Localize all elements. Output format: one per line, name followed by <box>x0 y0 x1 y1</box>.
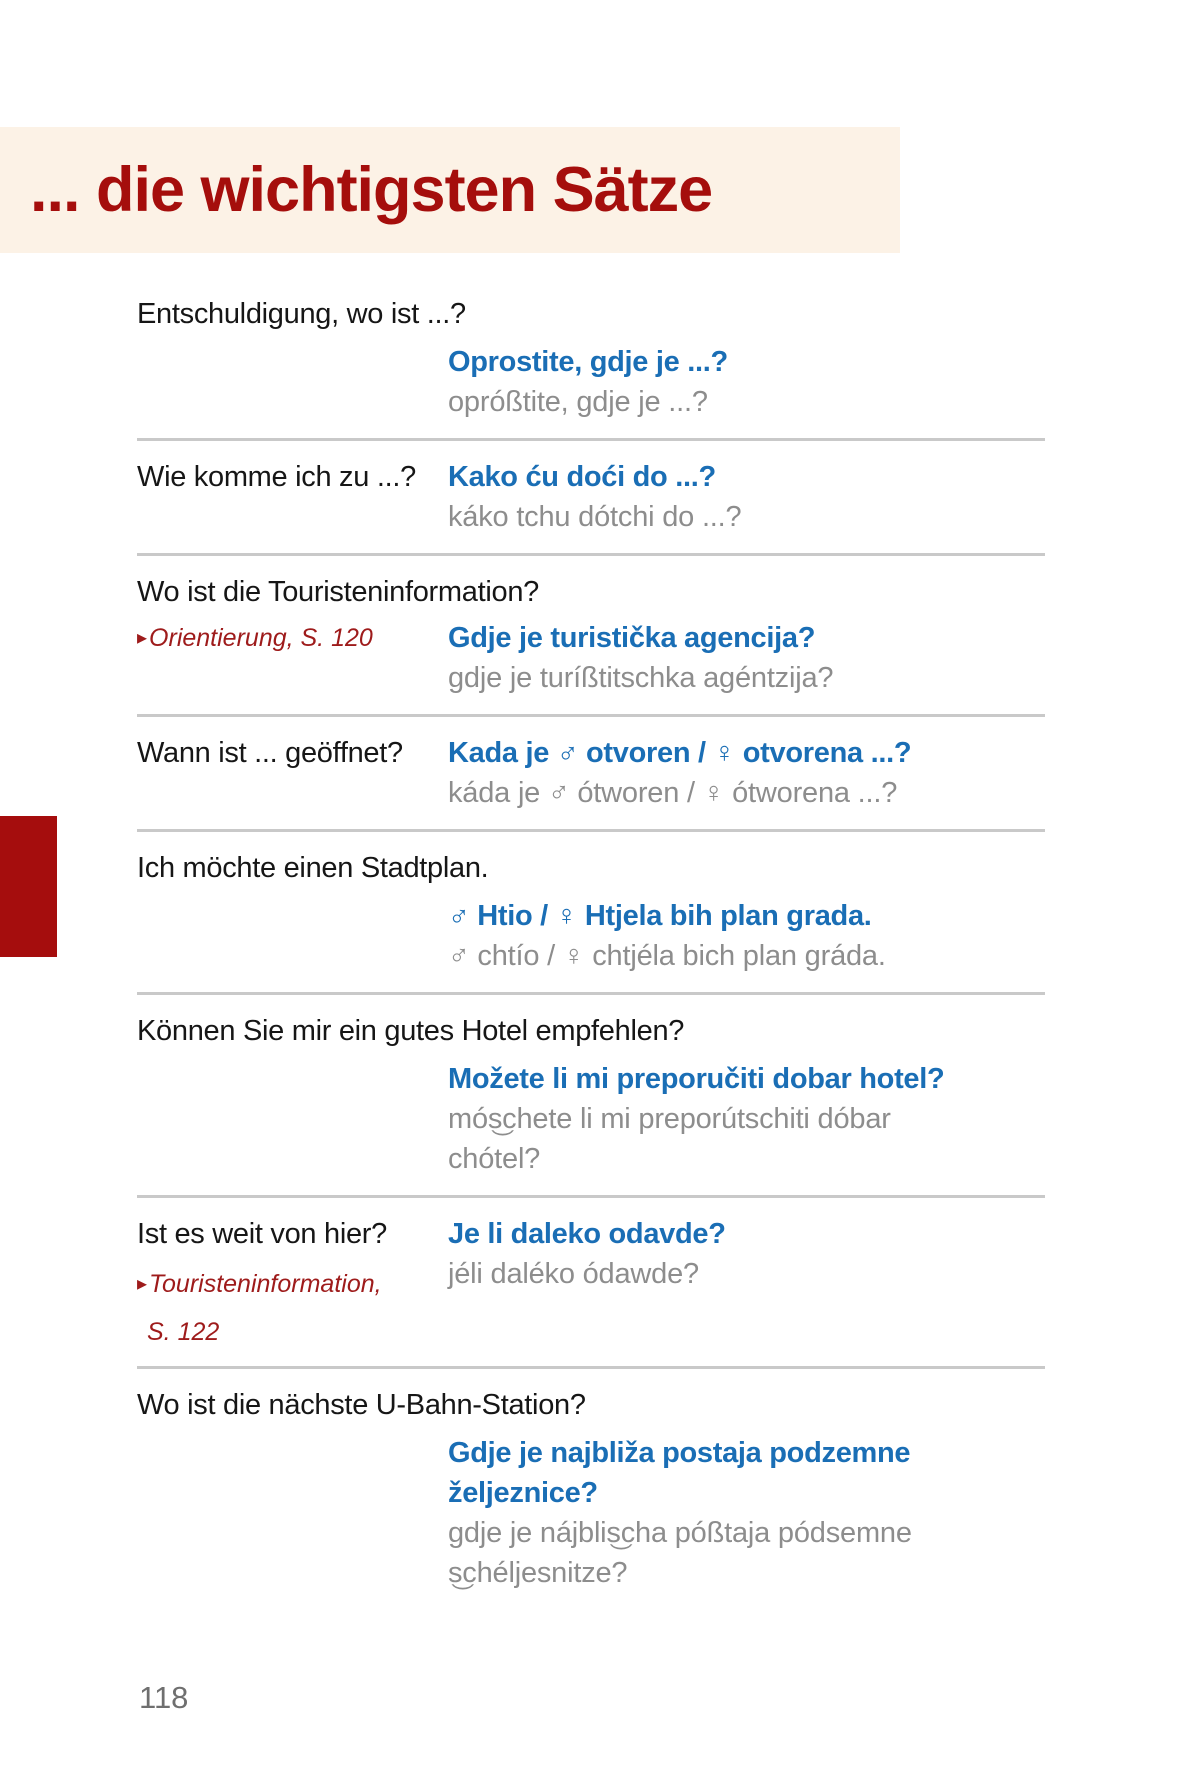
divider <box>137 438 1045 441</box>
croatian-translation: ♂ Htio / ♀ Htjela bih plan grada. <box>448 900 872 932</box>
divider <box>137 1195 1045 1198</box>
pronunciation: jéli daléko ódawde? <box>448 1258 699 1290</box>
divider <box>137 714 1045 717</box>
croatian-translation: Je li daleko odavde? <box>448 1218 726 1250</box>
phrase-row <box>137 1214 1045 1350</box>
pronunciation: chótel? <box>448 1143 541 1175</box>
pronunciation: káda je ♂ ótworen / ♀ ótworena ...? <box>448 777 898 809</box>
phrase-row <box>137 1011 1045 1179</box>
phrase-row <box>137 457 1045 537</box>
pronunciation: káko tchu dótchi do ...? <box>448 501 742 533</box>
croatian-translation: Možete li mi preporučiti dobar hotel? <box>448 1063 945 1095</box>
phrase-row <box>137 1385 1045 1593</box>
phrase-row <box>137 733 1045 813</box>
cross-reference: ▸Touristeninformation, <box>137 1270 382 1298</box>
ref-arrow-icon: ▸ <box>137 1273 148 1295</box>
german-phrase: Ich möchte einen Stadtplan. <box>137 852 489 884</box>
german-phrase: Entschuldigung, wo ist ...? <box>137 298 466 330</box>
pronunciation: gdje je nájblis͜cha póßtaja pódsemne <box>448 1517 912 1549</box>
croatian-translation: Gdje je turistička agencija? <box>448 622 816 654</box>
phrase-row <box>137 572 1045 698</box>
red-tab-marker <box>0 816 57 957</box>
german-phrase: Ist es weit von hier? <box>137 1218 387 1250</box>
ref-arrow-icon: ▸ <box>137 627 148 649</box>
german-phrase: Können Sie mir ein gutes Hotel empfehlen? <box>137 1015 685 1047</box>
phrase-list <box>137 294 1045 1593</box>
title-banner <box>0 127 900 253</box>
pronunciation: ♂ chtío / ♀ chtjéla bich plan gráda. <box>448 940 886 972</box>
pronunciation: gdje je turíßtitschka agéntzija? <box>448 662 834 694</box>
german-phrase: Wo ist die nächste U-Bahn-Station? <box>137 1389 586 1421</box>
german-phrase: Wo ist die Touristeninformation? <box>137 576 539 608</box>
croatian-translation: Gdje je najbliža postaja podzemne <box>448 1437 911 1469</box>
croatian-translation: Kako ću doći do ...? <box>448 461 716 493</box>
cross-reference: ▸Orientierung, S. 120 <box>137 624 373 652</box>
page-title: ... die wichtigsten Sätze <box>30 155 713 225</box>
german-phrase: Wie komme ich zu ...? <box>137 461 416 493</box>
phrase-row <box>137 294 1045 422</box>
divider <box>137 992 1045 995</box>
pronunciation: opróßtite, gdje je ...? <box>448 386 708 418</box>
page-number: 118 <box>139 1680 189 1715</box>
pronunciation: s͜chéljesnitze? <box>448 1557 628 1589</box>
croatian-translation: Kada je ♂ otvoren / ♀ otvorena ...? <box>448 737 912 769</box>
croatian-translation: željeznice? <box>448 1477 598 1509</box>
divider <box>137 553 1045 556</box>
divider <box>137 1366 1045 1369</box>
phrase-row <box>137 848 1045 976</box>
divider <box>137 829 1045 832</box>
german-phrase: Wann ist ... geöffnet? <box>137 737 403 769</box>
cross-reference-page: S. 122 <box>147 1318 220 1346</box>
pronunciation: mós͜chete li mi preporútschiti dóbar <box>448 1103 891 1135</box>
croatian-translation: Oprostite, gdje je ...? <box>448 346 728 378</box>
